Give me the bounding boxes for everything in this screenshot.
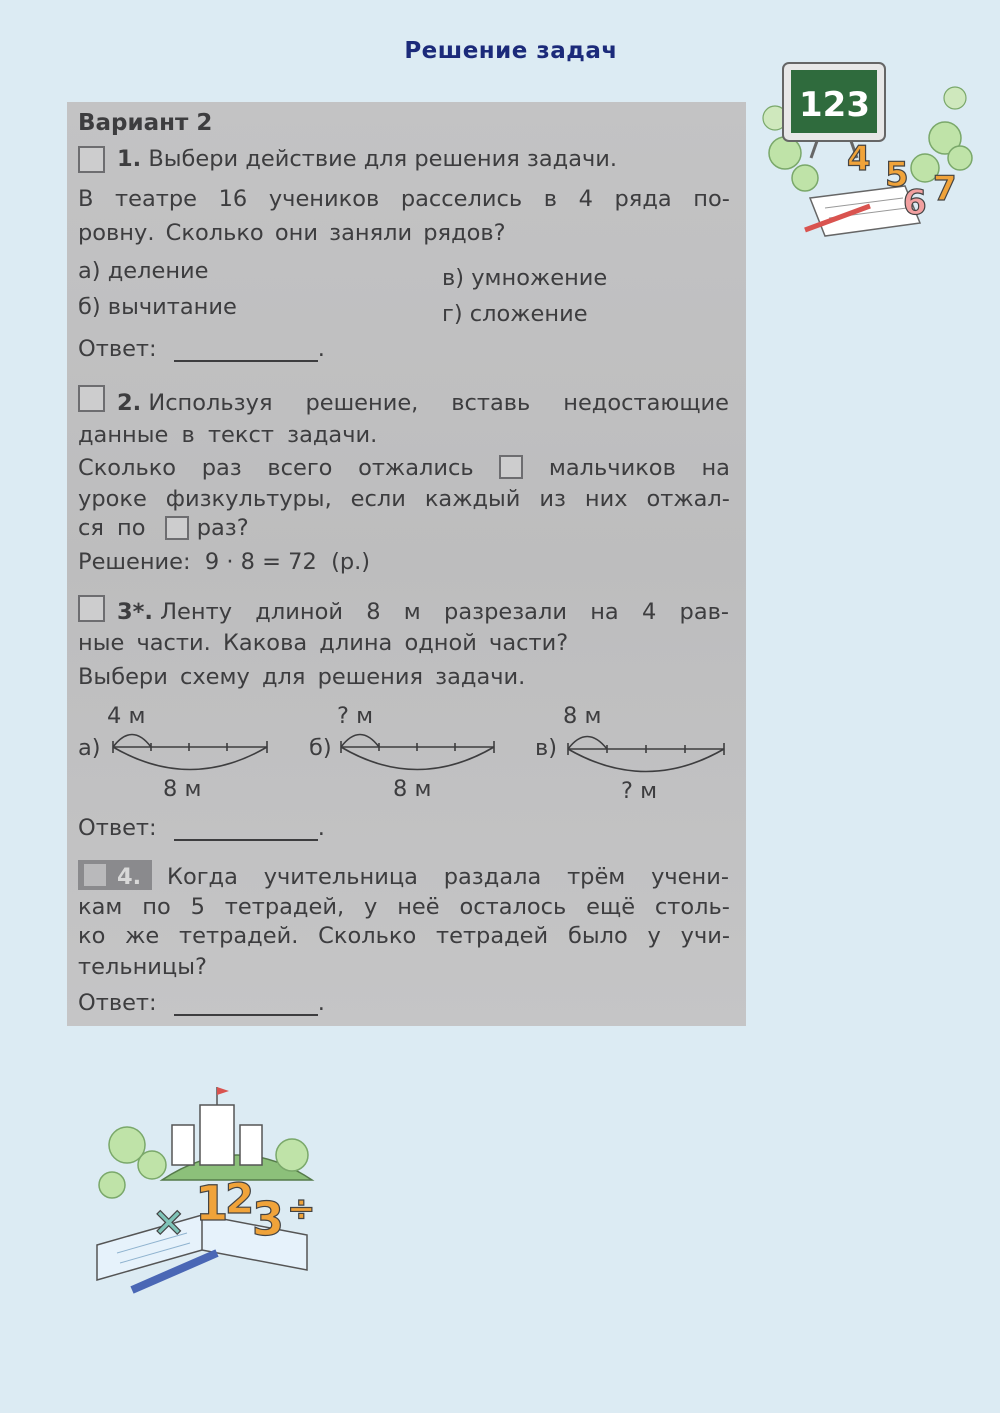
scheme-v-bottom-label: ? м [621,778,658,804]
worksheet-photo [67,102,746,1026]
scheme-v-diagram [568,737,724,772]
task1-answer: Ответ: . [78,336,325,362]
variant-title: Вариант 2 [78,110,213,136]
page-title: Решение задач [404,38,618,64]
task2-body-line3: ся по раз? [78,515,249,541]
svg-text:4: 4 [847,139,871,179]
svg-text:7: 7 [933,169,957,209]
task4-line2: кам по 5 тетрадей, у неё осталось ещё столь- [78,894,730,920]
task4-line3: ко же тетрадей. Сколько тетрадей было у учи- [78,923,730,949]
task4-answer-blank[interactable] [174,994,318,1016]
school-books-illustration [92,1085,337,1300]
svg-text:1: 1 [195,1176,229,1232]
svg-text:2: 2 [225,1174,255,1223]
task4-answer: Ответ: . [78,990,325,1016]
task2-line2: данные в текст задачи. [78,422,378,448]
scheme-b-top-label: ? м [337,703,374,729]
scheme-b-diagram [341,735,494,770]
scheme-v-label[interactable]: в) [535,735,558,761]
scheme-b-label[interactable]: б) [309,735,332,761]
task3-number: 3*. [117,599,153,625]
task1-option-b[interactable]: б) вычитание [78,294,237,320]
task1-text-line1: В театре 16 учеников расселись в 4 ряда по- [78,186,730,212]
svg-text:3: 3 [252,1192,285,1246]
svg-text:6: 6 [903,183,927,223]
scheme-b-bottom-label: 8 м [393,776,432,802]
task1-number: 1. [117,146,142,172]
task3-line3: Выбери схему для решения задачи. [78,664,526,690]
task3-line1: 3*. Ленту длиной 8 м разрезали на 4 рав- [117,599,729,625]
task4-checkbox[interactable] [84,864,106,886]
task1-option-g[interactable]: г) сложение [442,301,588,327]
task2-line1: 2. Используя решение, вставь недостающие [117,390,729,416]
task4-number: 4. [117,864,142,890]
task4-line1: Когда учительница раздала трём учени- [167,864,729,890]
task3-answer-blank[interactable] [174,819,318,841]
scheme-v-top-label: 8 м [563,703,602,729]
answer-label: Ответ: [78,336,157,362]
svg-text:5: 5 [885,155,909,195]
scheme-a-label[interactable]: а) [78,735,101,761]
answer-label: Ответ: [78,815,157,841]
scheme-a-bottom-label: 8 м [163,776,202,802]
task1-option-a[interactable]: а) деление [78,258,209,284]
task2-body-line1: Сколько раз всего отжались мальчиков на [78,455,730,481]
svg-text:×: × [152,1199,186,1245]
math-board-illustration [755,58,980,238]
task2-body-line2: уроке физкультуры, если каждый из них отжал- [78,486,730,512]
task1-text-line2: ровну. Сколько они заняли рядов? [78,220,506,246]
task1-option-v[interactable]: в) умножение [442,265,608,291]
task2-number: 2. [117,390,142,416]
scheme-a-top-label: 4 м [107,703,146,729]
svg-text:123: 123 [799,85,870,125]
task3-line2: ные части. Какова длина одной части? [78,630,569,656]
svg-text:÷: ÷ [287,1189,316,1229]
task1-question: Выбери действие для решения задачи. [148,146,618,172]
scheme-a-diagram [113,735,267,770]
answer-label: Ответ: [78,990,157,1016]
task2-solution: Решение: 9 · 8 = 72 (р.) [78,549,371,575]
task4-line4: тельницы? [78,954,207,980]
task3-answer: Ответ: . [78,815,325,841]
